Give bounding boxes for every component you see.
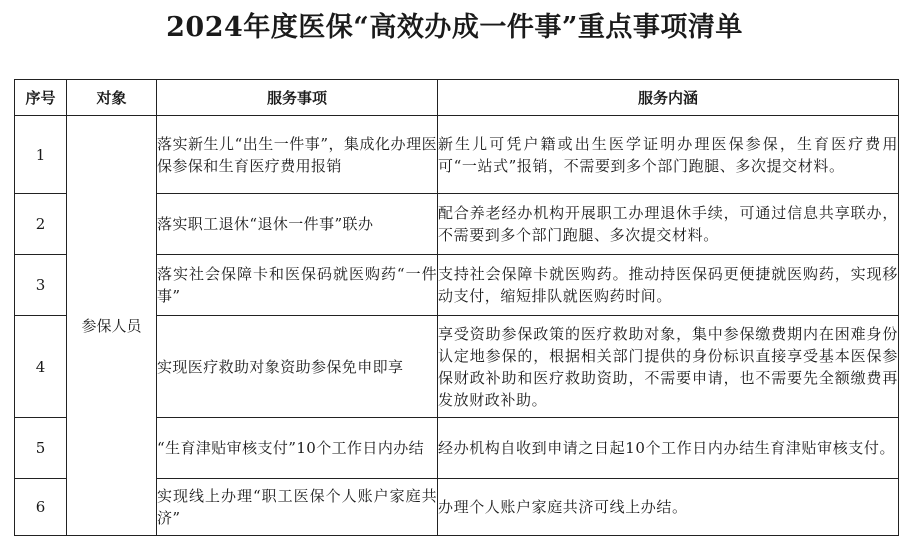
row-number: 4 bbox=[15, 316, 67, 418]
service-content: 办理个人账户家庭共济可线上办结。 bbox=[438, 479, 899, 536]
service-item: 实现医疗救助对象资助参保免申即享 bbox=[157, 316, 438, 418]
service-item: 落实社会保障卡和医保码就医购药“一件事” bbox=[157, 255, 438, 316]
table-row bbox=[15, 116, 899, 194]
service-content: 配合养老经办机构开展职工办理退休手续，可通过信息共享联办，不需要到多个部门跑腿、多次提交材料。 bbox=[438, 194, 899, 255]
header-content: 服务内涵 bbox=[438, 80, 899, 116]
object-cell: 参保人员 bbox=[67, 116, 157, 536]
header-no: 序号 bbox=[15, 80, 67, 116]
page-title: 2024年度医保“高效办成一件事”重点事项清单 bbox=[166, 12, 743, 43]
header-item: 服务事项 bbox=[157, 80, 438, 116]
service-content: 新生儿可凭户籍或出生医学证明办理医保参保，生育医疗费用可“一站式”报销，不需要到多个部门跑腿、多次提交材料。 bbox=[438, 116, 899, 194]
service-item: 落实职工退休“退休一件事”联办 bbox=[157, 194, 438, 255]
service-items-table bbox=[14, 79, 899, 536]
service-content: 经办机构自收到申请之日起10个工作日内办结生育津贴审核支付。 bbox=[438, 418, 899, 479]
service-item: “生育津贴审核支付”10个工作日内办结 bbox=[157, 418, 438, 479]
row-number: 3 bbox=[15, 255, 67, 316]
service-item: 实现线上办理“职工医保个人账户家庭共济” bbox=[157, 479, 438, 536]
row-number: 6 bbox=[15, 479, 67, 536]
header-object: 对象 bbox=[67, 80, 157, 116]
table-header-row bbox=[15, 80, 899, 116]
row-number: 2 bbox=[15, 194, 67, 255]
row-number: 1 bbox=[15, 116, 67, 194]
row-number: 5 bbox=[15, 418, 67, 479]
service-content: 支持社会保障卡就医购药。推动持医保码更便捷就医购药，实现移动支付，缩短排队就医购药时间。 bbox=[438, 255, 899, 316]
service-content: 享受资助参保政策的医疗救助对象，集中参保缴费期内在困难身份认定地参保的，根据相关部门提供的身份标识直接享受基本医保参保财政补助和医疗救助资助，不需要申请，也不需要先全额缴费再发放财政补助。 bbox=[438, 316, 899, 418]
service-item: 落实新生儿“出生一件事”，集成化办理医保参保和生育医疗费用报销 bbox=[157, 116, 438, 194]
